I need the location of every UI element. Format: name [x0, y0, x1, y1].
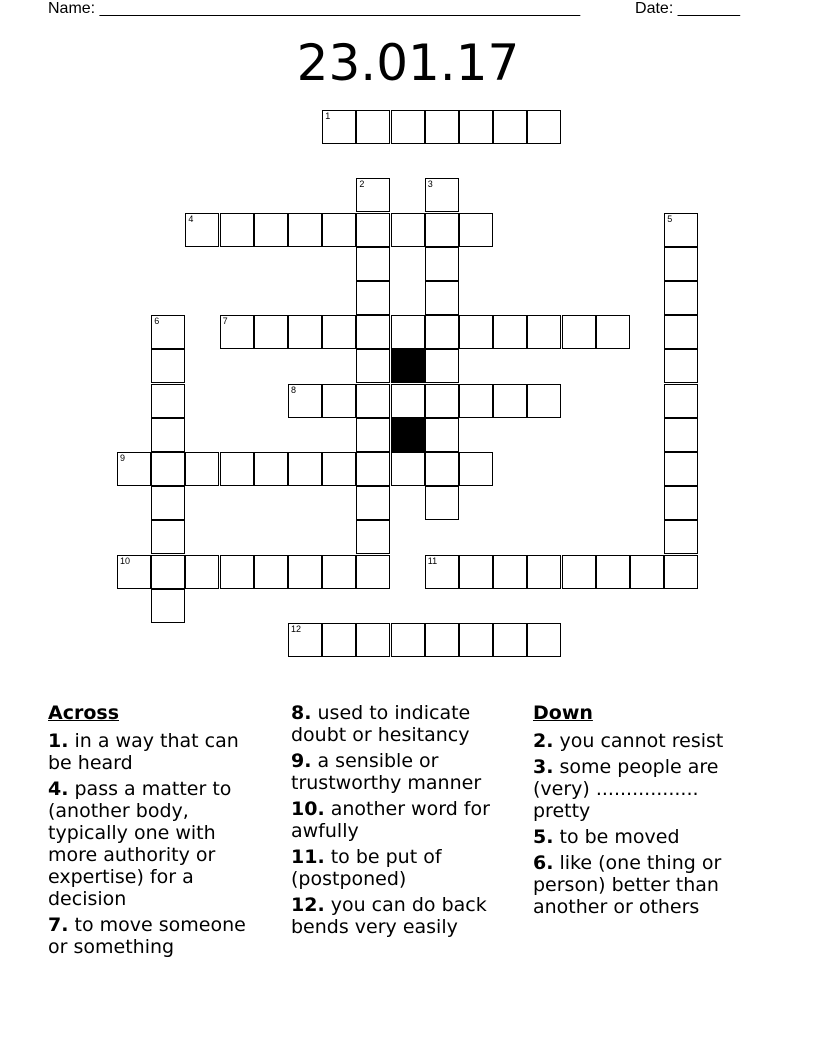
clue-number: 10.	[291, 798, 325, 820]
grid-cell[interactable]	[288, 315, 322, 349]
across-column-2	[291, 702, 516, 942]
grid-cell[interactable]	[493, 555, 527, 589]
clue-number-label: 8	[291, 384, 297, 395]
across-column-1	[48, 702, 268, 962]
grid-cell[interactable]	[493, 315, 527, 349]
grid-block-cell	[391, 418, 425, 452]
grid-cell[interactable]	[664, 418, 698, 452]
grid-cell[interactable]	[664, 384, 698, 418]
clue-across-7	[48, 914, 268, 958]
clue-text: you can do back bends very easily	[291, 894, 487, 938]
grid-cell[interactable]	[664, 213, 698, 247]
grid-cell[interactable]	[459, 623, 493, 657]
clue-down-5	[533, 826, 753, 848]
grid-cell[interactable]	[356, 555, 390, 589]
grid-cell[interactable]	[117, 555, 151, 589]
grid-cell[interactable]	[596, 555, 630, 589]
clue-number-label: 7	[222, 316, 228, 327]
clue-text: some people are (very) ................. pretty	[533, 756, 719, 822]
clue-number: 6.	[533, 852, 554, 874]
grid-cell[interactable]	[562, 555, 596, 589]
clue-number: 2.	[533, 730, 554, 752]
clue-number: 8.	[291, 702, 312, 724]
clue-text: in a way that can be heard	[48, 730, 239, 774]
grid-cell[interactable]	[288, 213, 322, 247]
clue-number-label: 1	[325, 111, 331, 121]
grid-cell[interactable]	[185, 555, 219, 589]
grid-cell[interactable]	[185, 452, 219, 486]
clue-number-label: 12	[291, 624, 302, 634]
grid-cell[interactable]	[322, 110, 356, 144]
clue-number: 5.	[533, 826, 554, 848]
clue-text: to be put of (postponed)	[291, 846, 442, 890]
grid-cell[interactable]	[288, 555, 322, 589]
grid-cell[interactable]	[527, 110, 561, 144]
clue-number: 7.	[48, 914, 69, 936]
clue-text: to move someone or something	[48, 914, 246, 958]
grid-cell[interactable]	[459, 452, 493, 486]
grid-cell[interactable]	[459, 110, 493, 144]
grid-cell[interactable]	[664, 349, 698, 383]
grid-cell[interactable]	[185, 213, 219, 247]
grid-cell[interactable]	[220, 315, 254, 349]
grid-cell[interactable]	[151, 555, 185, 589]
grid-cell[interactable]	[322, 315, 356, 349]
clue-number: 9.	[291, 750, 312, 772]
grid-cell[interactable]	[356, 520, 390, 554]
grid-cell[interactable]	[391, 315, 425, 349]
down-heading: Down	[533, 702, 593, 724]
grid-cell[interactable]	[254, 452, 288, 486]
clue-text: another word for awfully	[291, 798, 490, 842]
grid-cell[interactable]	[356, 418, 390, 452]
clue-number-label: 9	[120, 453, 126, 463]
grid-cell[interactable]	[459, 384, 493, 418]
grid-cell[interactable]	[664, 520, 698, 554]
header	[48, 0, 740, 20]
clue-text: used to indicate doubt or hesitancy	[291, 702, 471, 746]
clue-number: 11.	[291, 846, 325, 868]
grid-cell[interactable]	[425, 486, 459, 520]
clue-across-11	[291, 846, 516, 890]
clue-number-label: 11	[427, 555, 438, 566]
grid-cell[interactable]	[254, 213, 288, 247]
grid-cell[interactable]	[220, 452, 254, 486]
grid-cell[interactable]	[254, 555, 288, 589]
grid-cell[interactable]	[151, 315, 185, 349]
grid-cell[interactable]	[151, 384, 185, 418]
clue-number: 1.	[48, 730, 69, 752]
grid-cell[interactable]	[356, 213, 390, 247]
grid-cell[interactable]	[459, 315, 493, 349]
clue-number: 4.	[48, 778, 69, 800]
across-heading: Across	[48, 702, 120, 724]
clue-across-10	[291, 798, 516, 842]
grid-cell[interactable]	[425, 178, 459, 212]
grid-cell[interactable]	[425, 384, 459, 418]
grid-cell[interactable]	[493, 623, 527, 657]
grid-cell[interactable]	[664, 281, 698, 315]
grid-cell[interactable]	[664, 315, 698, 349]
grid-cell[interactable]	[527, 623, 561, 657]
grid-cell[interactable]	[356, 315, 390, 349]
grid-cell[interactable]	[425, 315, 459, 349]
grid-cell[interactable]	[664, 555, 698, 589]
grid-cell[interactable]	[493, 110, 527, 144]
grid-cell[interactable]	[425, 623, 459, 657]
clue-across-12	[291, 894, 516, 938]
grid-cell[interactable]	[425, 281, 459, 315]
grid-cell[interactable]	[356, 349, 390, 383]
grid-cell[interactable]	[288, 623, 322, 657]
grid-cell[interactable]	[356, 384, 390, 418]
clue-number: 12.	[291, 894, 325, 916]
grid-cell[interactable]	[391, 384, 425, 418]
grid-cell[interactable]	[425, 213, 459, 247]
clue-across-9	[291, 750, 516, 794]
date-line[interactable]: Date: _______	[635, 0, 740, 17]
grid-cell[interactable]	[322, 213, 356, 247]
grid-cell[interactable]	[220, 213, 254, 247]
grid-cell[interactable]	[356, 623, 390, 657]
grid-cell[interactable]	[425, 110, 459, 144]
clue-across-1	[48, 730, 268, 774]
grid-cell[interactable]	[356, 281, 390, 315]
grid-cell[interactable]	[151, 452, 185, 486]
clue-number-label: 3	[427, 179, 433, 190]
grid-cell[interactable]	[425, 349, 459, 383]
grid-cell[interactable]	[322, 452, 356, 486]
grid-cell[interactable]	[288, 384, 322, 418]
grid-cell[interactable]	[425, 418, 459, 452]
grid-cell[interactable]	[151, 486, 185, 520]
grid-cell[interactable]	[356, 178, 390, 212]
grid-cell[interactable]	[459, 213, 493, 247]
grid-cell[interactable]	[664, 247, 698, 281]
page-title: 23.01.17	[296, 34, 520, 92]
clue-down-6	[533, 852, 753, 918]
clue-number-label: 6	[154, 316, 160, 327]
clue-down-3	[533, 756, 753, 822]
grid-cell[interactable]	[391, 452, 425, 486]
grid-cell[interactable]	[356, 247, 390, 281]
grid-cell[interactable]	[425, 555, 459, 589]
grid-cell[interactable]	[527, 315, 561, 349]
grid-cell[interactable]	[459, 555, 493, 589]
grid-cell[interactable]	[425, 247, 459, 281]
clue-number-label: 2	[359, 179, 365, 190]
clue-number: 3.	[533, 756, 554, 778]
clue-text: a sensible or trustworthy manner	[291, 750, 482, 794]
grid-cell[interactable]	[596, 315, 630, 349]
clue-text: pass a matter to (another body, typically one with more authority or expertise) for a decision	[48, 778, 232, 910]
clue-number-label: 4	[188, 213, 194, 224]
grid-cell[interactable]	[664, 452, 698, 486]
clue-across-4	[48, 778, 268, 910]
grid-cell[interactable]	[356, 452, 390, 486]
grid-cell[interactable]	[664, 486, 698, 520]
grid-cell[interactable]	[117, 452, 151, 486]
grid-cell[interactable]	[151, 520, 185, 554]
down-column	[533, 702, 753, 922]
grid-cell[interactable]	[151, 349, 185, 383]
clue-down-2	[533, 730, 753, 752]
clue-text: to be moved	[559, 826, 680, 848]
grid-cell[interactable]	[356, 486, 390, 520]
grid-cell[interactable]	[151, 589, 185, 623]
grid-cell[interactable]	[425, 452, 459, 486]
grid-cell[interactable]	[220, 555, 254, 589]
grid-cell[interactable]	[288, 452, 322, 486]
grid-cell[interactable]	[254, 315, 288, 349]
grid-cell[interactable]	[562, 315, 596, 349]
clue-text: like (one thing or person) better than another or others	[533, 852, 722, 918]
grid-cell[interactable]	[493, 384, 527, 418]
grid-cell[interactable]	[527, 384, 561, 418]
grid-cell[interactable]	[322, 384, 356, 418]
clue-number-label: 10	[120, 555, 131, 566]
grid-block-cell	[391, 349, 425, 383]
grid-cell[interactable]	[322, 623, 356, 657]
clue-text: you cannot resist	[559, 730, 724, 752]
clue-number-label: 5	[667, 213, 673, 224]
grid-cell[interactable]	[527, 555, 561, 589]
grid-cell[interactable]	[391, 623, 425, 657]
grid-cell[interactable]	[630, 555, 664, 589]
grid-cell[interactable]	[356, 110, 390, 144]
grid-cell[interactable]	[391, 213, 425, 247]
grid-cell[interactable]	[322, 555, 356, 589]
name-line[interactable]: Name: ______________________________________________________	[48, 0, 581, 17]
clue-across-8	[291, 702, 516, 746]
grid-cell[interactable]	[151, 418, 185, 452]
grid-cell[interactable]	[391, 110, 425, 144]
